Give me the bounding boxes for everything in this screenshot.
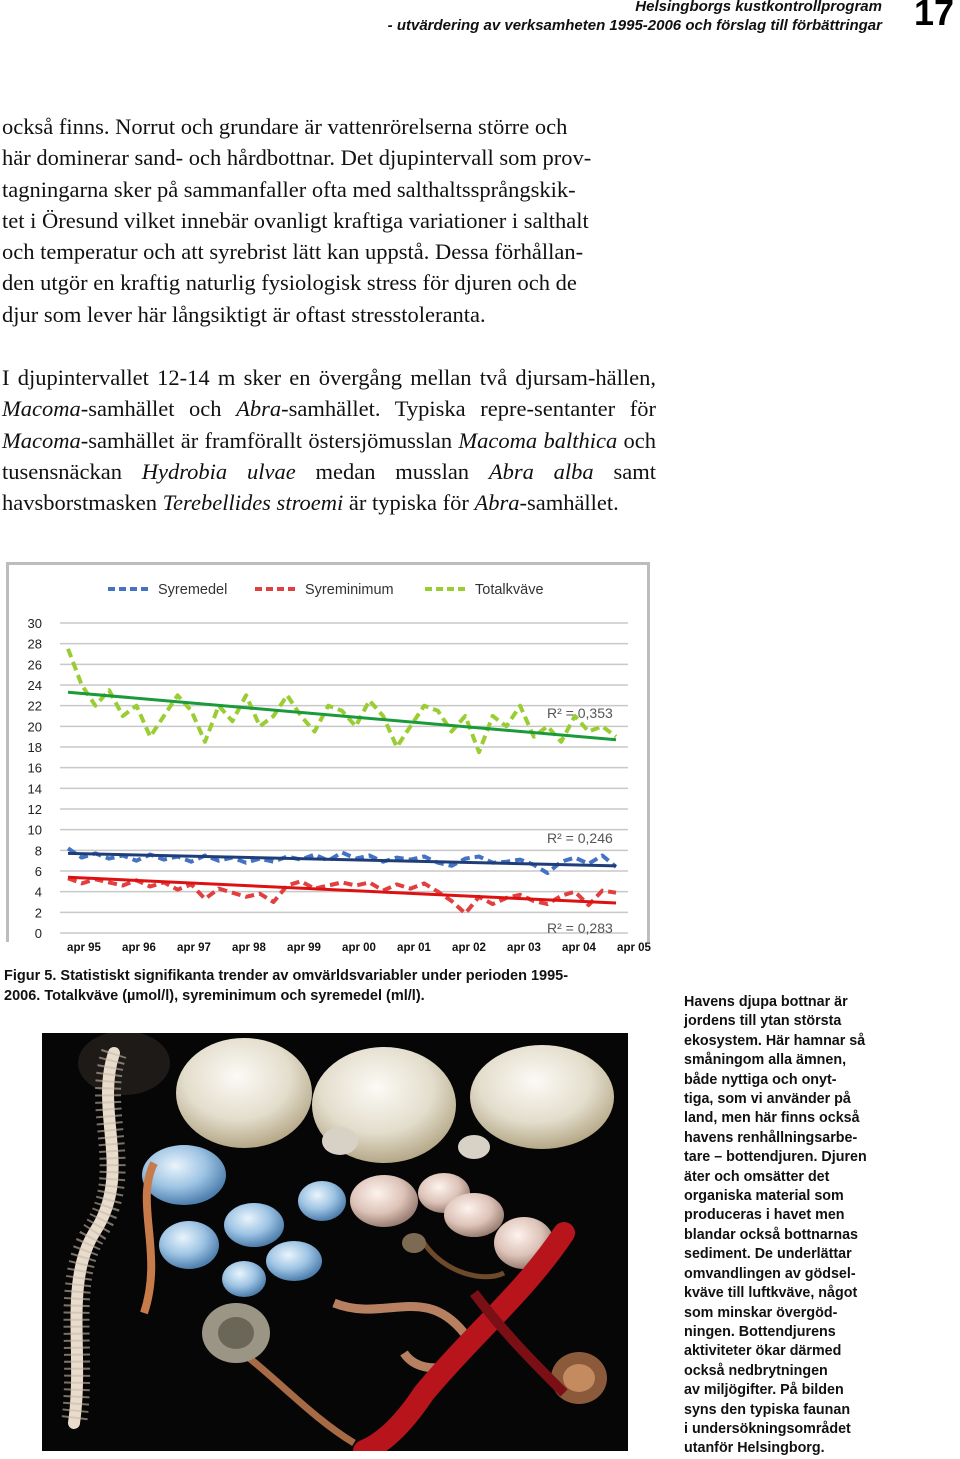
trend-line (68, 853, 616, 865)
sidebar-line: Havens djupa bottnar är (684, 994, 848, 1010)
x-tick-label: apr 98 (232, 942, 266, 954)
sidebar-line: utanför Helsingborg. (684, 1440, 825, 1457)
sidebar-line: organiska material som (684, 1188, 844, 1205)
sidebar-line: ningen. Bottendjurens (684, 1323, 836, 1340)
sidebar-line: tare – bottendjuren. Djuren (684, 1149, 867, 1166)
species-name: Macoma balthica (458, 427, 618, 453)
page-number: 17 (913, 0, 954, 33)
figure-caption (4, 966, 644, 1006)
sidebar-line: både nyttiga och onyt- (684, 1071, 837, 1088)
species-name: Abra (236, 396, 282, 422)
r2-label: R² = 0,246 (547, 830, 613, 846)
bottom-fauna-photo (4, 1033, 656, 1451)
sidebar-line: småningom alla ämnen, (684, 1052, 847, 1069)
text-run: är typiska för (343, 490, 475, 516)
x-tick-label: apr 03 (507, 942, 541, 954)
sidebar-line: kväve till luftkväve, något (684, 1285, 858, 1302)
y-tick-label: 24 (27, 678, 42, 693)
species-name: Terebellides stroemi (162, 490, 344, 516)
y-tick-label: 8 (34, 843, 42, 859)
sidebar-line: land, men här finns också (684, 1110, 860, 1127)
species-name: Hydrobia ulvae (141, 458, 296, 484)
legend-label: Syremedel (158, 582, 228, 598)
running-header-subtitle: - utvärdering av verksamheten 1995-2006 och förslag till förbättringar (387, 17, 882, 34)
sidebar-line: aktiviteter ökar därmed (684, 1343, 842, 1360)
text-run: och tusensnäckan (2, 427, 657, 484)
sidebar-line: sediment. De underlättar (684, 1246, 852, 1263)
y-tick-label: 4 (34, 884, 42, 900)
caption-line: 2006. Totalkväve (µmol/l), syreminimum och syremedel (ml/l). (4, 988, 425, 1004)
y-tick-label: 6 (34, 864, 42, 879)
sidebar-line: ekosystem. Här hamnar så (684, 1032, 866, 1049)
y-tick-label: 20 (27, 719, 42, 735)
y-tick-label: 2 (34, 905, 42, 921)
species-name: Abra alba (488, 458, 594, 484)
text-run: medan musslan (295, 458, 489, 484)
text-run: -samhället är framförallt östersjömusslan (80, 427, 459, 453)
sidebar-line: äter och omsätter det (684, 1168, 830, 1185)
x-tick-label: apr 96 (122, 942, 156, 954)
paragraph-line: tagningarna sker på sammanfaller ofta med salthaltssprångskik- (2, 176, 576, 202)
y-tick-label: 22 (27, 698, 42, 714)
y-tick-label: 10 (27, 822, 42, 838)
x-tick-label: apr 05 (617, 942, 651, 954)
legend-label: Totalkväve (475, 582, 544, 598)
sidebar-line: som minskar övergöd- (684, 1304, 838, 1321)
x-tick-label: apr 95 (67, 942, 101, 954)
sidebar-line: i undersökningsområdet (684, 1420, 851, 1437)
sidebar-text (684, 993, 904, 1459)
caption-line: Figur 5. Statistiskt signifikanta trender av omvärldsvariabler under perioden 1995- (4, 968, 569, 984)
paragraph-line: tet i Öresund vilket innebär ovanligt kraftiga variationer i salthalt (2, 207, 589, 233)
x-tick-label: apr 02 (452, 942, 486, 954)
legend-label: Syreminimum (305, 582, 394, 598)
x-tick-label: apr 97 (177, 942, 211, 954)
text-run: -samhället. Typiska repre-sentanter för (281, 396, 657, 422)
sidebar-line: tiga, som vi använder på (684, 1091, 851, 1108)
paragraph-line: den utgör en kraftig naturlig fysiologisk stress för djuren och de (2, 270, 577, 296)
paragraph-line: djur som lever här långsiktigt är oftast stresstoleranta. (2, 301, 486, 327)
y-tick-label: 14 (27, 781, 42, 797)
y-tick-label: 16 (27, 760, 42, 776)
species-name: Macoma (2, 396, 81, 422)
species-name: Abra (474, 490, 520, 516)
trend-line (68, 877, 616, 903)
series-line (68, 878, 616, 913)
y-tick-label: 28 (27, 636, 42, 652)
running-header-title: Helsingborgs kustkontrollprogram (635, 0, 882, 15)
sidebar-line: av miljögifter. På bilden (684, 1382, 844, 1399)
y-tick-label: 0 (34, 926, 42, 941)
y-tick-label: 18 (27, 740, 42, 755)
text-run: -samhället och (80, 396, 237, 422)
text-run: samt havsborstmasken (2, 458, 656, 516)
y-tick-label: 26 (27, 657, 42, 673)
sidebar-line: produceras i havet men (684, 1207, 845, 1224)
y-tick-label: 12 (27, 802, 42, 817)
r2-label: R² = 0,353 (547, 705, 613, 721)
sidebar-line: blandar också bottnarnas (684, 1226, 858, 1243)
sidebar-line: jordens till ytan största (684, 1013, 842, 1030)
text-run: -samhället. (519, 490, 619, 516)
sidebar-line: syns den typiska faunan (684, 1401, 851, 1418)
trend-chart (0, 0, 660, 960)
paragraph-line: här dominerar sand- och hårdbottnar. Det djupintervall som prov- (2, 145, 592, 171)
sidebar-line: havens renhållningsarbe- (684, 1129, 858, 1146)
x-tick-label: apr 99 (287, 942, 321, 954)
sidebar-line: också nedbrytningen (684, 1362, 828, 1379)
sidebar-line: omvandlingen av gödsel- (684, 1265, 856, 1282)
paragraph-line: och temperatur och att syrebrist lätt kan uppstå. Dessa förhållan- (2, 239, 584, 265)
x-tick-label: apr 01 (397, 942, 431, 954)
x-tick-label: apr 00 (342, 942, 376, 954)
species-name: Macoma (2, 427, 81, 453)
x-tick-label: apr 04 (562, 942, 596, 954)
text-run: I djupintervallet 12-14 m sker en övergång mellan två djursam-hällen, (2, 365, 656, 390)
y-tick-label: 30 (27, 616, 42, 631)
paragraph-line: också finns. Norrut och grundare är vattenrörelserna större och (2, 114, 568, 139)
r2-label: R² = 0,283 (547, 920, 613, 936)
